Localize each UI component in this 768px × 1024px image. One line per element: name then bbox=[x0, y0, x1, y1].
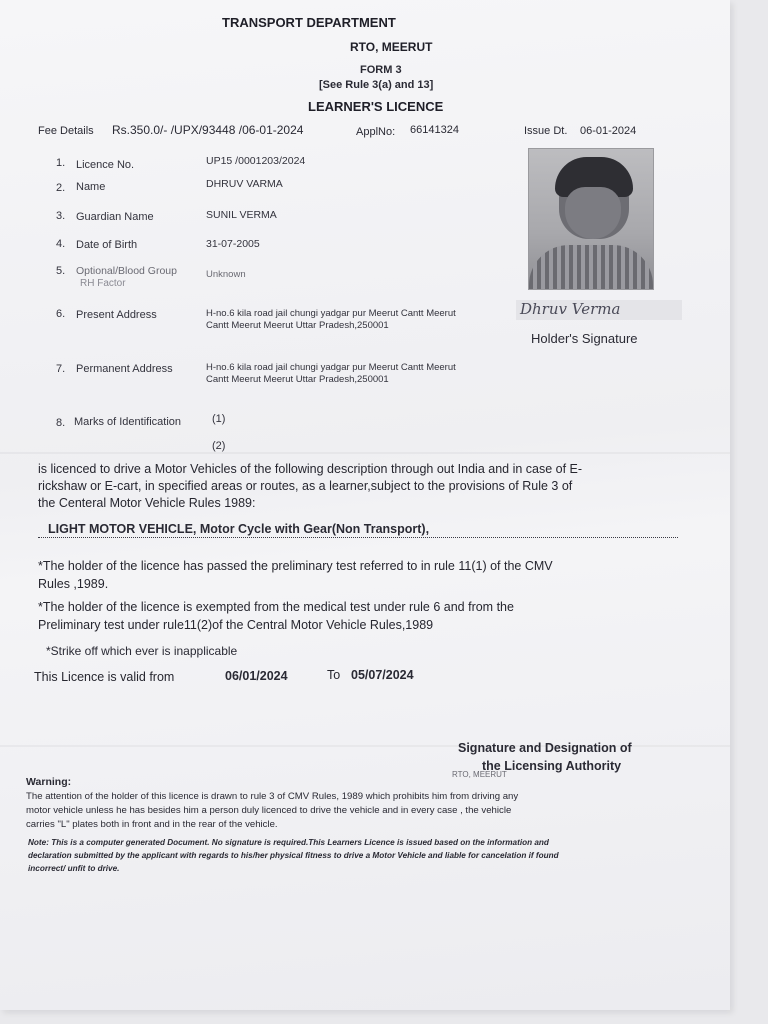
licence-no-label: Licence No. bbox=[76, 159, 135, 171]
permanent-address-label: Permanent Address bbox=[76, 363, 173, 375]
field-number: 2. bbox=[56, 182, 66, 194]
appl-label: ApplNo: bbox=[356, 126, 396, 138]
valid-from: 06/01/2024 bbox=[225, 669, 288, 683]
signature-label: Holder's Signature bbox=[531, 331, 638, 346]
office-heading: RTO, MEERUT bbox=[350, 40, 433, 54]
field-number: 4. bbox=[56, 238, 66, 250]
disclaimer-line: incorrect/ unfit to drive. bbox=[28, 864, 120, 873]
field-number: 3. bbox=[56, 210, 66, 222]
field-number: 1. bbox=[56, 157, 66, 169]
strike-off-note: *Strike off which ever is inapplicable bbox=[46, 644, 238, 658]
validity-to-label: To bbox=[327, 668, 341, 682]
present-address-label: Present Address bbox=[76, 309, 157, 321]
field-number: 8. bbox=[56, 417, 66, 429]
warning-line: The attention of the holder of this licence is drawn to rule 3 of CMV Rules, 1989 which prohibits him from driving any bbox=[26, 791, 519, 802]
department-heading: TRANSPORT DEPARTMENT bbox=[222, 15, 396, 30]
name-value: DHRUV VARMA bbox=[206, 178, 283, 190]
note-line: *The holder of the licence has passed the preliminary test referred to in rule 11(1) of the CMV bbox=[38, 559, 553, 573]
blood-group-label: Optional/Blood Group bbox=[76, 265, 177, 277]
present-address-line2: Cantt Meerut Meerut Uttar Pradesh,250001 bbox=[206, 320, 389, 331]
issue-date: 06-01-2024 bbox=[580, 125, 637, 137]
field-number: 6. bbox=[56, 308, 66, 320]
disclaimer-line: Note: This is a computer generated Document. No signature is required.This Learners Licence is issued based on the information and bbox=[28, 838, 549, 847]
permanent-address-line1: H-no.6 kila road jail chungi yadgar pur Meerut Cantt Meerut bbox=[206, 362, 456, 373]
name-label: Name bbox=[76, 181, 106, 193]
rto-stamp: RTO, MEERUT bbox=[452, 770, 507, 779]
note-line: Rules ,1989. bbox=[38, 577, 109, 591]
appl-value: 66141324 bbox=[410, 124, 459, 136]
warning-title: Warning: bbox=[26, 776, 72, 788]
dob-value: 31-07-2005 bbox=[206, 238, 260, 250]
warning-line: carries "L" plates both in front and in the rear of the vehicle. bbox=[26, 819, 278, 830]
field-number: 5. bbox=[56, 265, 66, 277]
licence-no-value: UP15 /0001203/2024 bbox=[206, 155, 306, 167]
identification-mark-2: (2) bbox=[212, 440, 226, 452]
dotted-divider bbox=[38, 537, 678, 538]
identification-label: Marks of Identification bbox=[74, 416, 181, 428]
blood-group-value: Unknown bbox=[206, 269, 246, 280]
identification-mark-1: (1) bbox=[212, 413, 226, 425]
issue-label: Issue Dt. bbox=[524, 125, 568, 137]
fee-label: Fee Details bbox=[38, 125, 94, 137]
rh-factor-label: RH Factor bbox=[80, 278, 126, 289]
authority-line2: the Licensing Authority bbox=[482, 759, 622, 773]
authority-line1: Signature and Designation of bbox=[458, 741, 632, 755]
warning-line: motor vehicle unless he has besides him a person duly licenced to drive the vehicle and in every case , the vehicle bbox=[26, 805, 512, 816]
statement-line: rickshaw or E-cart, in specified areas or routes, as a learner,subject to the provisions of Rule 3 of bbox=[38, 479, 573, 493]
validity-label: This Licence is valid from bbox=[34, 670, 175, 684]
note-line: Preliminary test under rule11(2)of the Central Motor Vehicle Rules,1989 bbox=[38, 618, 434, 632]
fold-line bbox=[0, 452, 730, 454]
page-title: LEARNER'S LICENCE bbox=[308, 99, 444, 114]
guardian-value: SUNIL VERMA bbox=[206, 209, 277, 221]
disclaimer-line: declaration submitted by the applicant with regards to his/her physical fitness to drive a Motor Vehicle and liable for cancelation if found bbox=[28, 851, 559, 860]
fee-value: Rs.350.0/- /UPX/93448 /06-01-2024 bbox=[112, 123, 304, 137]
dob-label: Date of Birth bbox=[76, 239, 138, 251]
rule-reference: [See Rule 3(a) and 13] bbox=[319, 79, 434, 91]
form-number: FORM 3 bbox=[360, 64, 402, 76]
statement-line: is licenced to drive a Motor Vehicles of the following description through out India and in case of E- bbox=[38, 462, 583, 476]
guardian-label: Guardian Name bbox=[76, 211, 154, 223]
valid-to: 05/07/2024 bbox=[351, 668, 414, 682]
note-line: *The holder of the licence is exempted from the medical test under rule 6 and from the bbox=[38, 600, 514, 614]
vehicle-class: LIGHT MOTOR VEHICLE, Motor Cycle with Gear(Non Transport), bbox=[48, 522, 430, 536]
holder-signature: Dhruv Verma bbox=[520, 300, 621, 318]
present-address-line1: H-no.6 kila road jail chungi yadgar pur Meerut Cantt Meerut bbox=[206, 308, 456, 319]
field-number: 7. bbox=[56, 363, 66, 375]
holder-photo bbox=[528, 148, 654, 290]
permanent-address-line2: Cantt Meerut Meerut Uttar Pradesh,250001 bbox=[206, 374, 389, 385]
statement-line: the Centeral Motor Vehicle Rules 1989: bbox=[38, 496, 256, 510]
